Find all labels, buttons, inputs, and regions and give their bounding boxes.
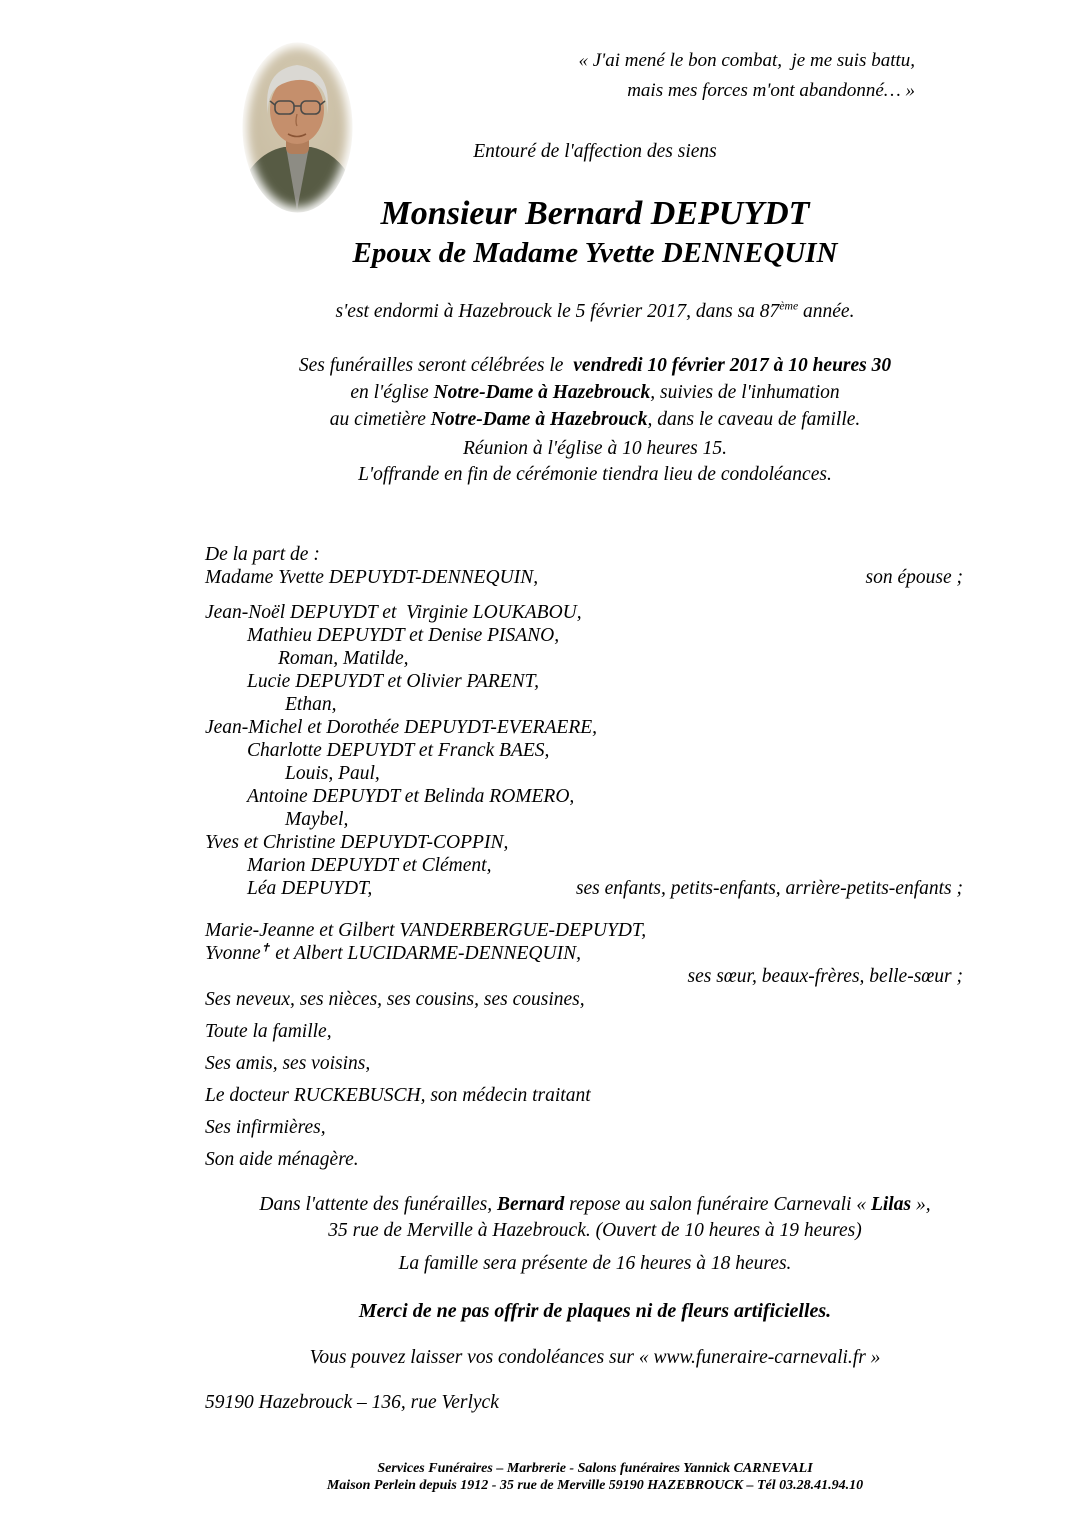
intro-line: Entouré de l'affection des siens (473, 141, 717, 162)
address-line: 59190 Hazebrouck – 136, rue Verlyck (205, 1392, 499, 1413)
funeral-church: Notre-Dame à Hazebrouck (433, 382, 651, 403)
funeral-line3-suffix: , dans le caveau de famille. (647, 409, 861, 430)
funeral-meeting-info (205, 436, 985, 488)
meeting-line: Réunion à l'église à 10 heures 15. (463, 438, 727, 459)
family-member: Louis, Paul, (285, 763, 380, 784)
spouse-relation: son épouse ; (865, 567, 963, 588)
condolences-line: Vous pouvez laisser vos condoléances sur « www.funeraire-carnevali.fr » (309, 1347, 881, 1368)
funeral-line3-text: au cimetière (329, 409, 431, 430)
mourner-line: Ses amis, ses voisins, (205, 1053, 371, 1074)
siblings-relation: ses sœur, beaux-frères, belle-sœur ; (687, 966, 963, 987)
other-mourners-group (205, 988, 963, 1171)
family-list (205, 543, 963, 1171)
funeral-line3 (205, 406, 985, 433)
epitaph-quote-line2: mais mes forces m'ont abandonné… » (627, 80, 915, 101)
family-heading: De la part de : (205, 544, 320, 565)
repose-line2: 35 rue de Merville à Hazebrouck. (Ouvert de 10 heures à 19 heures) (328, 1220, 862, 1241)
family-member: Marie-Jeanne et Gilbert VANDERBERGUE-DEPUYDT, (205, 920, 647, 941)
repose-salon-name: Lilas (870, 1194, 912, 1215)
portrait-photo (240, 40, 355, 215)
footer-line1: Services Funéraires – Marbrerie - Salons funéraires Yannick CARNEVALI (377, 1461, 813, 1476)
mourner-line: Ses neveux, ses nièces, ses cousins, ses cousines, (205, 989, 585, 1010)
family-member: Charlotte DEPUYDT et Franck BAES, (247, 740, 550, 761)
family-member: Mathieu DEPUYDT et Denise PISANO, (247, 625, 560, 646)
mourner-line: Ses infirmières, (205, 1117, 326, 1138)
deceased-cross-icon: ✝ (260, 941, 271, 955)
family-member: Marion DEPUYDT et Clément, (247, 855, 492, 876)
portrait-photo-illustration (240, 40, 355, 215)
death-statement-suffix: année. (798, 301, 855, 322)
family-member (205, 942, 963, 965)
repose-line1 (205, 1192, 985, 1218)
repose-first-name: Bernard (497, 1194, 565, 1215)
sibling-name: Yvonne (205, 943, 261, 964)
repose-line1-suffix: », (911, 1194, 931, 1215)
family-member: Roman, Matilde, (278, 648, 409, 669)
funeral-line1 (205, 352, 985, 379)
children-group (205, 601, 963, 900)
mourner-line: Son aide ménagère. (205, 1149, 359, 1170)
siblings-group (205, 919, 963, 988)
children-relation: ses enfants, petits-enfants, arrière-petits-enfants ; (575, 878, 963, 899)
repose-line3: La famille sera présente de 16 heures à 18 heures. (398, 1253, 792, 1274)
funeral-date-time: vendredi 10 février 2017 à 10 heures 30 (573, 355, 892, 376)
repose-line1-text: Dans l'attente des funérailles, (259, 1194, 498, 1215)
funeral-home-footer (205, 1460, 985, 1494)
family-member: Lucie DEPUYDT et Olivier PARENT, (247, 671, 539, 692)
deceased-spouse-line: Epoux de Madame Yvette DENNEQUIN (352, 237, 838, 269)
sibling-name-suffix: et Albert LUCIDARME-DENNEQUIN, (270, 943, 581, 964)
funeral-cemetery: Notre-Dame à Hazebrouck (430, 409, 648, 430)
family-member: Jean-Michel et Dorothée DEPUYDT-EVERAERE, (205, 717, 598, 738)
family-member: Antoine DEPUYDT et Belinda ROMERO, (247, 786, 575, 807)
offering-line: L'offrande en fin de cérémonie tiendra lieu de condoléances. (358, 464, 832, 485)
epitaph-quote (579, 46, 916, 106)
epitaph-quote-line1: « J'ai mené le bon combat, je me suis battu, (578, 50, 915, 71)
funeral-details (205, 352, 985, 433)
family-member: Yves et Christine DEPUYDT-COPPIN, (205, 832, 509, 853)
deceased-titles (205, 193, 985, 272)
death-statement-text: s'est endormi à Hazebrouck le 5 février 2017, dans sa 87 (335, 301, 780, 322)
family-member: Léa DEPUYDT, (247, 878, 373, 899)
funeral-line1-text: Ses funérailles seront célébrées le (298, 355, 574, 376)
mourner-line: Le docteur RUCKEBUSCH, son médecin traitant (205, 1085, 591, 1106)
family-member: Ethan, (285, 694, 337, 715)
mourner-line: Toute la famille, (205, 1021, 332, 1042)
spouse-row (205, 566, 963, 589)
family-member: Maybel, (285, 809, 349, 830)
death-statement (205, 301, 985, 323)
funeral-line2 (205, 379, 985, 406)
death-statement-superscript: ème (779, 299, 799, 313)
children-relation-row (205, 877, 963, 900)
repose-info (205, 1192, 985, 1277)
repose-line1-mid: repose au salon funéraire Carnevali « (564, 1194, 871, 1215)
family-member: Jean-Noël DEPUYDT et Virginie LOUKABOU, (205, 602, 582, 623)
no-flowers-notice: Merci de ne pas offrir de plaques ni de fleurs artificielles. (358, 1300, 832, 1322)
funeral-line2-suffix: , suivies de l'inhumation (650, 382, 840, 403)
deceased-name: Monsieur Bernard DEPUYDT (380, 195, 810, 232)
spouse-name: Madame Yvette DEPUYDT-DENNEQUIN, (205, 567, 539, 588)
footer-line2: Maison Perlein depuis 1912 - 35 rue de Merville 59190 HAZEBROUCK – Tél 03.28.41.94.10 (326, 1478, 864, 1493)
funeral-line2-text: en l'église (350, 382, 434, 403)
